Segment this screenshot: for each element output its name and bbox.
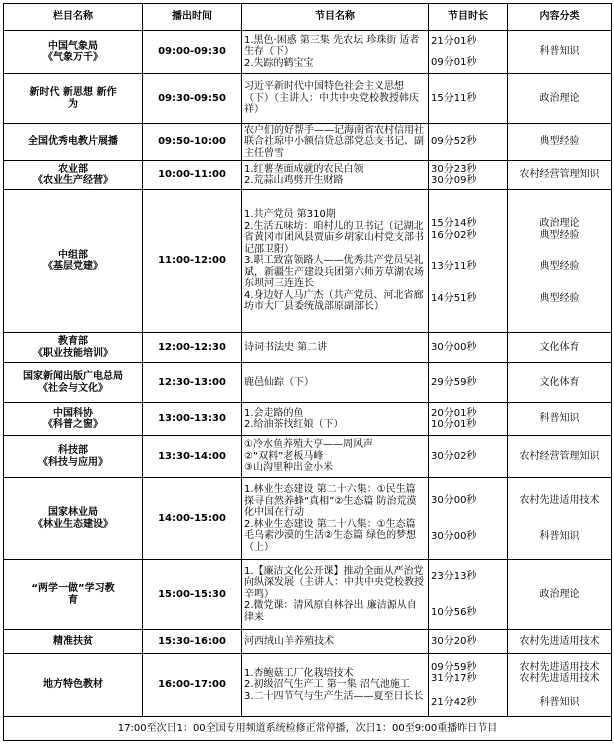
table-row	[4, 124, 612, 161]
program-name: 习近平新时代中国特色社会主义思想（下）（主讲人：中共中央党校教授韩庆祥）	[242, 74, 429, 124]
category: 政治理论	[508, 560, 612, 630]
duration: 23分13秒 10分56秒	[429, 560, 508, 630]
program-name: 1.红薯垄面成就的农民白领 2.荒蒜山鸡劈开生财路	[242, 161, 429, 190]
air-time: 13:30-14:00	[143, 436, 242, 478]
table-row	[4, 190, 612, 333]
category: 政治理论	[508, 74, 612, 124]
air-time: 11:00-12:00	[143, 190, 242, 333]
table-row	[4, 436, 612, 478]
duration: 15分14秒 16分02秒 13分11秒 14分51秒	[429, 190, 508, 333]
program-name: 鹿邑仙踪（下）	[242, 363, 429, 403]
air-time: 09:00-09:30	[143, 31, 242, 74]
table-row	[4, 478, 612, 560]
table-row	[4, 403, 612, 436]
category: 农村先进适用技术 农村先进适用技术 科普知识	[508, 654, 612, 717]
table-row	[4, 363, 612, 403]
duration: 20分01秒 10分01秒	[429, 403, 508, 436]
program-name: 农户们的好帮手——记海南省农村信用社联合社琼中小额信贷总部党总支书记、副主任曾雪	[242, 124, 429, 161]
program-name: 1.【廉洁文化公开课】推动全面从严治党向纵深发展（主讲人：中共中央党校教授辛鸣） 2.微党课：清风原自林谷出 廉洁源从自律来	[242, 560, 429, 630]
column-name: 中国气象局 《气象万千》	[4, 31, 143, 74]
footer-note: 17:00至次日1：00全国专用频道系统检修正常停播，次日1：00至9:00重播昨日节目	[4, 717, 612, 741]
table-row	[4, 31, 612, 74]
program-name: 1.杏鲍菇工厂化栽培技术 2.初级沼气生产工 第一集 沼气池施工 3.二十四节气与生产生活——夏至日长长	[242, 654, 429, 717]
header-duration: 节目时长	[429, 4, 508, 31]
column-name: 全国优秀电教片展播	[4, 124, 143, 161]
table-row	[4, 560, 612, 630]
air-time: 12:30-13:00	[143, 363, 242, 403]
table-row	[4, 630, 612, 654]
column-name: 中组部 《基层党建》	[4, 190, 143, 333]
duration: 30分20秒	[429, 630, 508, 654]
program-name: 1.黑色·困惑 第三集 先农坛 珍珠街 适者生存（下） 2.失踪的鹤宝宝	[242, 31, 429, 74]
table-row	[4, 333, 612, 363]
air-time: 09:50-10:00	[143, 124, 242, 161]
air-time: 15:00-15:30	[143, 560, 242, 630]
air-time: 09:30-09:50	[143, 74, 242, 124]
header-air-time: 播出时间	[143, 4, 242, 31]
duration: 21分01秒 09分01秒	[429, 31, 508, 74]
category: 农村先进适用技术	[508, 630, 612, 654]
program-name: 1.共产党员 第310期 2.生活五味坊：咱村儿的卫书记（记湖北省黄冈市团风县贾庙乡胡家山村党支部书记邵卫阳） 3.职工致富领路人——优秀共产党员吴礼斌，新疆生产建设兵团第六师芳草湖农场东坝河三连连长 4.身边好人马广杰（共产党员、河北省廊坊市大厂县委统战部原副部长）	[242, 190, 429, 333]
column-name: 国家新闻出版广电总局 《社会与文化》	[4, 363, 143, 403]
air-time: 14:00-15:00	[143, 478, 242, 560]
air-time: 12:00-12:30	[143, 333, 242, 363]
category: 文化体育	[508, 333, 612, 363]
program-name: 河西绒山羊养殖技术	[242, 630, 429, 654]
table-row	[4, 161, 612, 190]
air-time: 10:00-11:00	[143, 161, 242, 190]
schedule-table	[3, 3, 612, 741]
category: 科普知识	[508, 31, 612, 74]
table-row	[4, 654, 612, 717]
footer-row	[4, 717, 612, 741]
duration: 15分11秒	[429, 74, 508, 124]
duration: 30分23秒 30分09秒	[429, 161, 508, 190]
program-name: 1.林业生态建设 第二十六集：①民生篇 探寻自然养蜂“真相”②生态篇 防治荒漠化中国在行动 2.林业生态建设 第二十八集：①生态篇 毛乌素沙漠的生活②生态篇 绿色的梦想（上）	[242, 478, 429, 560]
column-name: 新时代 新思想 新作 为	[4, 74, 143, 124]
air-time: 16:00-17:00	[143, 654, 242, 717]
category: 典型经验	[508, 124, 612, 161]
program-name: 1.会走路的鱼 2.给油茶找红娘（下）	[242, 403, 429, 436]
category: 科普知识	[508, 403, 612, 436]
header-category: 内容分类	[508, 4, 612, 31]
column-name: 中国科协 《科普之窗》	[4, 403, 143, 436]
category: 政治理论 典型经验 典型经验 典型经验	[508, 190, 612, 333]
header-row	[4, 4, 612, 31]
column-name: “两学一做”学习教 育	[4, 560, 143, 630]
category: 文化体育	[508, 363, 612, 403]
air-time: 13:00-13:30	[143, 403, 242, 436]
column-name: 精准扶贫	[4, 630, 143, 654]
table-row	[4, 74, 612, 124]
header-column-name: 栏目名称	[4, 4, 143, 31]
category: 农村经营管理知识	[508, 161, 612, 190]
column-name: 科技部 《科技与应用》	[4, 436, 143, 478]
program-name: 诗词书法史 第二讲	[242, 333, 429, 363]
program-name: ①冷水鱼养殖大亨——周风声 ②“双料”老板马峰 ③山沟里种出金小米	[242, 436, 429, 478]
duration: 30分00秒 30分00秒	[429, 478, 508, 560]
duration: 30分02秒	[429, 436, 508, 478]
column-name: 教育部 《职业技能培训》	[4, 333, 143, 363]
duration: 09分52秒	[429, 124, 508, 161]
column-name: 农业部 《农业生产经营》	[4, 161, 143, 190]
duration: 29分59秒	[429, 363, 508, 403]
column-name: 国家林业局 《林业生态建设》	[4, 478, 143, 560]
duration: 09分59秒 31分17秒 21分42秒	[429, 654, 508, 717]
column-name: 地方特色教材	[4, 654, 143, 717]
category: 农村先进适用技术 科普知识	[508, 478, 612, 560]
duration: 30分00秒	[429, 333, 508, 363]
header-program-name: 节目名称	[242, 4, 429, 31]
category: 农村经营管理知识	[508, 436, 612, 478]
air-time: 15:30-16:00	[143, 630, 242, 654]
